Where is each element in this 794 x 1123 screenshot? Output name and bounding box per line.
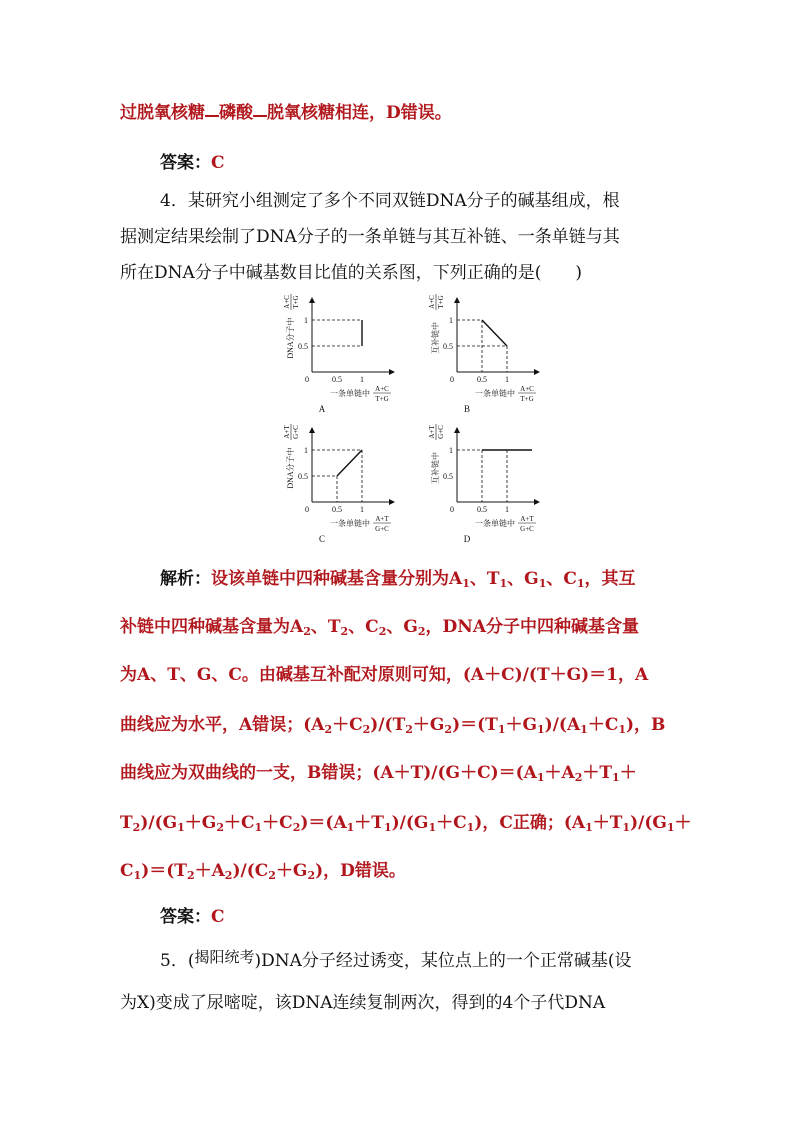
chart-caption: D bbox=[463, 534, 471, 544]
x-tick-label: 0.5 bbox=[332, 375, 342, 384]
y-tick-label: 1 bbox=[449, 316, 453, 325]
x-axis-label: 一条单链中 bbox=[475, 389, 515, 398]
y-ratio-denominator: G+C bbox=[292, 425, 300, 439]
explanation-4-line6: $T_2)/(G_1+G_2+C_1+C_2)=(A_1+T_1)/(G_1+C_1)$，C正确；$(A_1+T_1)/(G_1+$ bbox=[120, 813, 692, 834]
x-ratio-numerator: A+C bbox=[375, 385, 389, 393]
chart-caption: A bbox=[318, 404, 326, 414]
y-ratio-denominator: T+G bbox=[437, 295, 445, 309]
charts-figure bbox=[280, 290, 570, 550]
tick-label-origin: 0 bbox=[305, 505, 309, 514]
y-ratio-numerator: A+T bbox=[283, 425, 291, 439]
explanation-4-line7: $C_1)=(T_2+A_2)/(C_2+G_2)$，D错误。 bbox=[120, 861, 406, 882]
question-5-line1: 5．(揭阳统考)DNA分子经过诱变，某位点上的一个正常碱基(设 bbox=[160, 948, 632, 971]
y-axis-label-text: DNA分子中 bbox=[286, 447, 295, 489]
tick-label-origin: 0 bbox=[450, 375, 454, 384]
y-ratio-numerator: A+C bbox=[283, 295, 291, 309]
y-tick-label: 1 bbox=[449, 446, 453, 455]
question-5-source: 揭阳统考 bbox=[194, 948, 255, 966]
series-line-C bbox=[337, 450, 362, 476]
tick-label-origin: 0 bbox=[305, 375, 309, 384]
y-ratio-denominator: T+G bbox=[292, 295, 300, 309]
x-ratio-denominator: G+C bbox=[375, 525, 389, 533]
x-tick-label: 0.5 bbox=[477, 375, 487, 384]
x-axis-label: 一条单链中 bbox=[330, 389, 370, 398]
chart-D bbox=[428, 424, 539, 544]
explanation-4-line3: 为A、T、G、C。由碱基互补配对原则可知，(A＋C)/(T＋G)＝1，A bbox=[120, 665, 649, 685]
x-tick-label: 1 bbox=[360, 505, 364, 514]
y-tick-label: 0.5 bbox=[298, 472, 308, 481]
x-ratio-numerator: A+T bbox=[375, 515, 389, 523]
tick-label-origin: 0 bbox=[450, 505, 454, 514]
answer-4: 答案：C bbox=[160, 907, 225, 927]
x-ratio-denominator: T+G bbox=[520, 395, 534, 403]
explanation-4-line2: 补链中四种碱基含量为$A_2$、$T_2$、$C_2$、$G_2$，DNA分子中四种碱基含量 bbox=[120, 617, 640, 638]
y-tick-label: 1 bbox=[304, 316, 308, 325]
x-axis-label: 一条单链中 bbox=[330, 519, 370, 528]
chart-A bbox=[283, 294, 394, 414]
y-axis-label-text: DNA分子中 bbox=[286, 317, 295, 359]
x-tick-label: 1 bbox=[505, 505, 509, 514]
y-ratio-numerator: A+T bbox=[428, 425, 436, 439]
prev-explanation-tail: 过脱氧核糖 磷酸 脱氧核糖相连，D错误。 bbox=[120, 103, 452, 123]
y-tick-label: 0.5 bbox=[443, 472, 453, 481]
x-tick-label: 1 bbox=[505, 375, 509, 384]
x-ratio-numerator: A+C bbox=[520, 385, 534, 393]
y-tick-label: 0.5 bbox=[298, 342, 308, 351]
chart-B bbox=[428, 294, 539, 414]
chart-caption: B bbox=[463, 404, 471, 414]
question-5-line2: 为X)变成了尿嘧啶，该DNA连续复制两次，得到的4个子代DNA bbox=[120, 993, 606, 1013]
question-4-line2: 据测定结果绘制了DNA分子的一条单链与其互补链、一条单链与其 bbox=[120, 227, 620, 247]
y-axis-label-text: 互补链中 bbox=[431, 452, 440, 484]
chart-caption: C bbox=[318, 534, 326, 544]
answer-3: 答案：C bbox=[160, 153, 225, 173]
x-ratio-denominator: G+C bbox=[520, 525, 534, 533]
y-ratio-denominator: G+C bbox=[437, 425, 445, 439]
y-tick-label: 1 bbox=[304, 446, 308, 455]
x-axis-label: 一条单链中 bbox=[475, 519, 515, 528]
series-line-B bbox=[482, 320, 507, 346]
x-ratio-denominator: T+G bbox=[375, 395, 389, 403]
question-4-line1: 4．某研究小组测定了多个不同双链DNA分子的碱基组成，根 bbox=[160, 191, 620, 211]
x-tick-label: 0.5 bbox=[477, 505, 487, 514]
explanation-4-line4: 曲线应为水平，A错误；$(A_2+C_2)/(T_2+G_2)=(T_1+G_1)/(A_1+C_1)$，B bbox=[120, 715, 666, 736]
explanation-4-line5: 曲线应为双曲线的一支，B错误；$(A+T)/(G+C)=(A_1+A_2+T_1+$ bbox=[120, 763, 637, 784]
y-tick-label: 0.5 bbox=[443, 342, 453, 351]
y-ratio-numerator: A+C bbox=[428, 295, 436, 309]
question-4-line3: 所在DNA分子中碱基数目比值的关系图，下列正确的是( ) bbox=[120, 263, 583, 283]
chart-C bbox=[283, 424, 394, 544]
explanation-4-line1: 解析：设该单链中四种碱基含量分别为$A_1$、$T_1$、$G_1$、$C_1$，其互 bbox=[160, 569, 636, 590]
x-ratio-numerator: A+T bbox=[520, 515, 534, 523]
x-tick-label: 1 bbox=[360, 375, 364, 384]
x-tick-label: 0.5 bbox=[332, 505, 342, 514]
y-axis-label-text: 互补链中 bbox=[431, 322, 440, 354]
